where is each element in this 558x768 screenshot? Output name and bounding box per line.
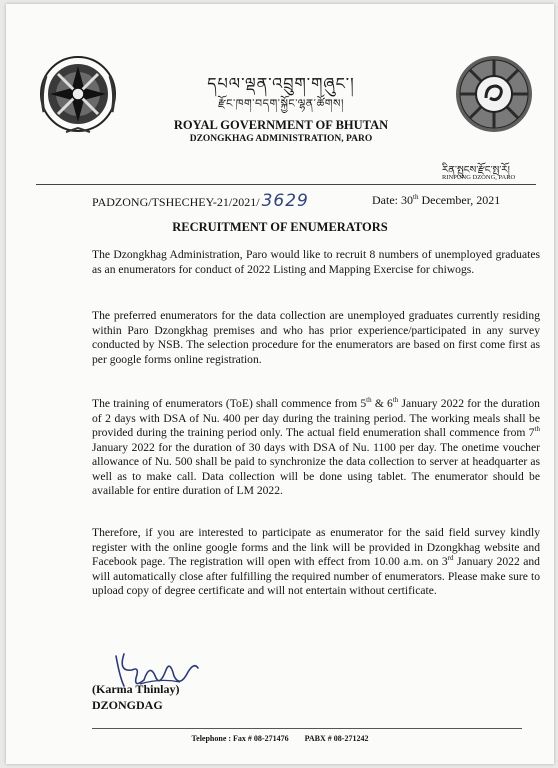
paragraph-recruitment: The Dzongkhag Administration, Paro would like to recruit 8 numbers of unemployed graduates as an enumerators for conduct of 2022 Listing and Mapping Exercise for chiwogs. — [92, 248, 540, 276]
training-text-b: & 6 — [371, 397, 393, 410]
paragraph-registration — [92, 526, 540, 599]
letter-page — [6, 4, 554, 764]
registration-sup-a: rd — [447, 554, 454, 563]
date-suffix: December, 2021 — [418, 193, 501, 207]
letterhead — [156, 74, 406, 144]
footer-pabx: PABX # 08-271242 — [304, 734, 369, 743]
header-divider — [36, 184, 536, 185]
administration-subtitle: DZONGKHAG ADMINISTRATION, PARO — [189, 134, 373, 144]
registration-text-b: January 2022 and will automatically close after fulfilling the required number of enumerators. Please make sure to upload copy of degree certificate and will not entertain without certificate. — [92, 555, 540, 597]
rinpung-dzong-dzongkha: རིན་སྤུངས་རྫོང་སྤ་རོ། — [442, 165, 510, 176]
government-title: ROYAL GOVERNMENT OF BHUTAN — [173, 118, 389, 132]
training-sup-c: th — [534, 425, 540, 434]
signatory-title: DZONGDAG — [92, 698, 163, 712]
dzongkhag-wheel-icon — [452, 52, 536, 136]
training-sup-b: th — [392, 396, 399, 405]
date-prefix: Date: 30 — [372, 193, 413, 207]
training-sup-a: th — [366, 396, 372, 405]
reference-number — [92, 191, 309, 211]
royal-emblem-icon — [36, 52, 120, 136]
date-ordinal: th — [413, 193, 419, 201]
dzongkha-admin-title: རྫོང་ཁག་བདག་སྐྱོང་ལྷན་ཚོགས། — [218, 97, 344, 110]
dzongkha-govt-title: དཔལ་ལྡན་འབྲུག་གཞུང་། — [207, 74, 355, 93]
signatory-name: (Karma Thinlay) — [92, 682, 180, 696]
letter-date — [372, 193, 500, 208]
handwritten-reference-number: 3629 — [261, 191, 309, 211]
footer-divider — [92, 728, 522, 729]
training-text-c: January 2022 for the duration of 2 days with DSA of Nu. 400 per day during the training period. The working meals shall be provided during the training period only. The actual field enumeration shall commence from 7 — [92, 397, 540, 439]
reference-text: PADZONG/TSHECHEY-21/2021/ — [92, 195, 260, 209]
document-heading: RECRUITMENT OF ENUMERATORS — [172, 220, 388, 234]
training-text-d: January 2022 for the duration of 30 days with DSA of Nu. 1100 per day. The onetime voucher allowance of Nu. 500 shall be paid to synchronize the data collection to server at headquarter as well as to make call. Data collection will be done using tablet. The enumerator should be available for entire duration of LM 2022. — [92, 440, 540, 497]
paragraph-eligibility: The preferred enumerators for the data collection are unemployed graduates currently residing within Paro Dzongkhag premises and who has prior experience/participated in any survey conducted by NSB. The selection procedure for the enumerators are based on first come first as per google forms online registration. — [92, 309, 540, 366]
training-text-a: The training of enumerators (ToE) shall commence from 5 — [92, 397, 367, 410]
rinpung-dzong-label: RINPUNG DZONG, PARO — [442, 174, 516, 181]
paragraph-training — [92, 397, 540, 499]
footer-contact — [6, 734, 554, 743]
footer-telephone: Telephone : Fax # 08-271476 — [191, 734, 289, 743]
registration-text-a: Therefore, if you are interested to participate as enumerator for the said field survey kindly register with the online google forms and the link will be provided in Dzongkhag website and Facebook page. The registration will open with effect from 10.00 a.m. on 3 — [92, 526, 540, 568]
